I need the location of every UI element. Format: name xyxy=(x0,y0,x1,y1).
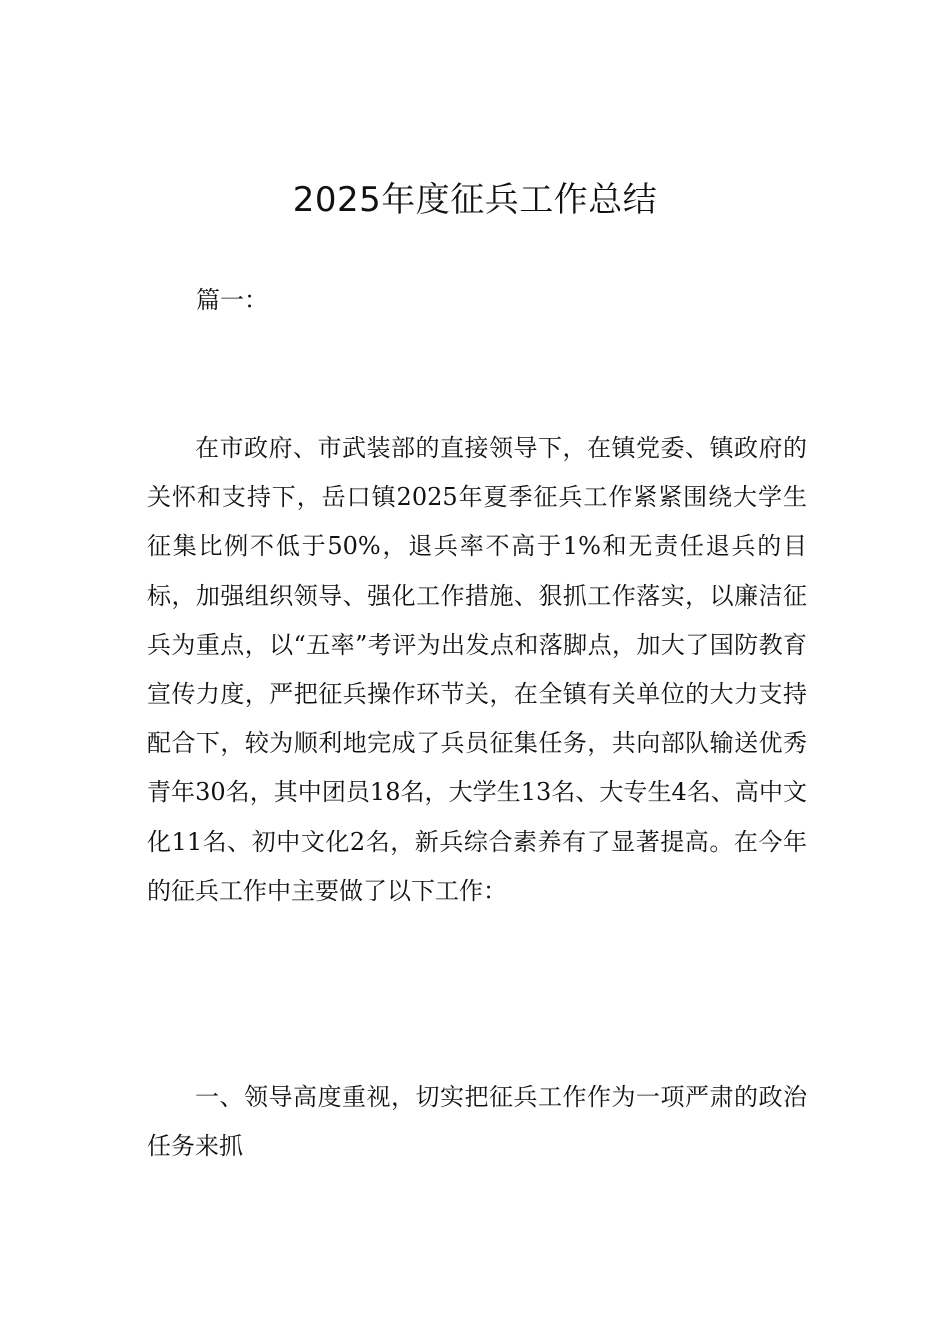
section-heading: 一、领导高度重视，切实把征兵工作作为一项严肃的政治任务来抓 xyxy=(147,1083,807,1161)
body-paragraph: 在市政府、市武装部的直接领导下，在镇党委、镇政府的关怀和支持下，岳口镇2025年夏季征兵工作紧紧围绕大学生征集比例不低于50%，退兵率不高于1%和无责任退兵的目标，加强组织领导、强化工作措施、狠抓工作落实，以廉洁征兵为重点，以“五率”考评为出发点和落脚点，加大了国防教育宣传力度，严把征兵操作环节关，在全镇有关单位的大力支持配合下，较为顺利地完成了兵员征集任务，共向部队输送优秀青年30名，其中团员18名，大学生13名、大专生4名、高中文化11名、初中文化2名，新兵综合素养有了显著提高。在今年的征兵工作中主要做了以下工作： xyxy=(147,434,807,905)
document-title: 2025年度征兵工作总结 xyxy=(292,180,658,220)
section-label: 篇一： xyxy=(196,286,268,314)
